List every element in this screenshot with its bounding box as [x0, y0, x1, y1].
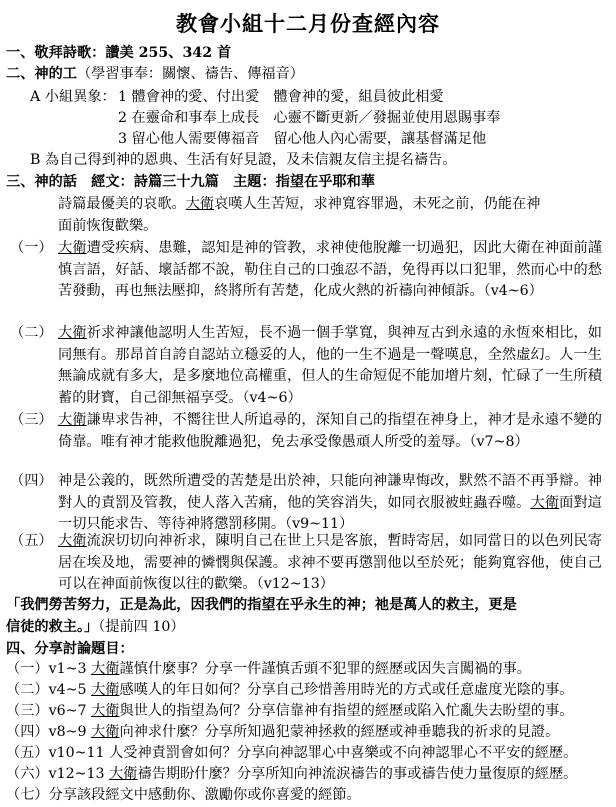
paragraph-text: 大衛祈求神讓他認明人生苦短，長不過一個手掌寬，與神亙古到永遠的永恆來相比，如同無有。那昂首自誇自認站立穩妥的人，他的一生不過是一聲嘆息，全然虛幻。人一生無論成就有多大，是多麼地位高權重，但人的生命短促不能加增片刻，忙碌了一生所積蓄的財寶，自己卻無福享受。（v4~6）: [58, 325, 602, 406]
commentary-paragraph: [10, 531, 602, 596]
commentary-paragraph: [10, 471, 602, 536]
discussion-item: （一）v1~3 大衛謹慎什麼事？分享一件謹慎舌頭不犯罪的經歷或因失言闖禍的事。: [6, 661, 531, 677]
hymn-numbers: 讚美 255、342 首: [105, 45, 232, 61]
section-gods-work: [6, 65, 304, 83]
vision-item: 2 在靈命和事奉上成長 心靈不斷更新／發掘並使用恩賜事奉: [118, 110, 501, 126]
discussion-item: （二）v4~5 大衛感嘆人的年日如何？分享自己珍惜善用時光的方式或任意虛度光陰的事。: [6, 682, 574, 698]
vision-label: A 小組異象：: [30, 89, 116, 105]
section-label: 敬拜詩歌：: [34, 45, 106, 61]
discussion-item: （六）v12~13 大衛禱告期盼什麼？分享所知向神流淚禱告的事或禱告使力量復原的經歷。: [6, 766, 578, 782]
section-gods-word: 三、神的話 經文：詩篇三十九篇 主題：指望在乎耶和華: [6, 174, 375, 190]
document-title: 教會小組十二月份查經內容: [176, 11, 440, 36]
discussion-item: （四）v8~9 大衛向神求什麼？分享所知過犯蒙神拯救的經歷或神垂聽我的祈求的見證。: [6, 724, 560, 740]
paragraph-text: 大衛流淚切切向神祈求，陳明自己在世上只是客旅，暫時寄居，如同當日的以色列民寄居在埃及地，需要神的憐憫與保護。求神不要再懲罰他以至於死；能夠寬容他，使自己可以在神面前恢復以往的歡樂。（v12~13）: [58, 533, 602, 592]
discussion-item: （七）分享該段經文中感動你、激勵你或你喜愛的經節。: [6, 787, 361, 803]
underlined-name: 大衛: [58, 325, 87, 341]
paragraph-text: 大衛遭受疾病、患難，認知是神的管教，求神使他脫離一切過犯，因此大衛在神面前謹慎言語，好話、壞話都不說，勒住自己的口強忍不語，免得再以口犯罪，然而心中的愁苦發動，再也無法壓抑，終將所有苦楚，化成火熱的祈禱向神傾訴。（v4~6）: [58, 240, 602, 299]
underlined-name: 大衛: [185, 196, 215, 212]
paragraph-number: （三）: [10, 412, 53, 428]
underlined-name: 大衛: [58, 412, 87, 428]
intro-line: 詩篇最優美的哀歌。大衛哀嘆人生苦短，求神寬容罪過，未死之前，仍能在神: [58, 196, 541, 212]
commentary-paragraph: [10, 323, 602, 409]
vision-item: 3 留心他人需要傳福音 留心他人內心需要，讓基督滿足他: [118, 131, 487, 147]
underlined-name: 大衛: [530, 494, 560, 511]
section-number: 一、: [6, 45, 35, 61]
underlined-name: 大衛: [58, 240, 87, 256]
paragraph-text: 神是公義的，既然所遭受的苦楚是出於神，只能向神謙卑悔改，默然不語不再爭辯。神對人的責罰及管教，使人落入苦痛，他的笑容消失，如同衣服被蛀蟲吞噬。大衛面對這一切只能求告、等待神將懲罰移開。（v9~11）: [58, 473, 602, 532]
underlined-name: 大衛: [58, 533, 87, 549]
vision-item: 1 體會神的愛、付出愛 體會神的愛，組員彼此相愛: [118, 89, 444, 105]
paragraph-number: （四）: [10, 473, 53, 489]
quote-line: 信徒的救主。」: [6, 618, 99, 635]
discussion-item: （五）v10~11 人受神責罰會如何？分享向神認罪心中喜樂或不向神認罪心不平安的經歷。: [6, 745, 578, 761]
discussion-item: （三）v6~7 大衛與世人的指望為何？分享信靠神有指望的經歷或陷入忙亂失去盼望的事。: [6, 703, 574, 719]
paragraph-text: 大衛謙卑求告神，不嚮往世人所追尋的，深知自己的指望在神身上，神才是永遠不變的倚靠。唯有神才能救他脫離過犯，免去承受像愚頑人所受的羞辱。（v7~8）: [58, 412, 602, 450]
quote-reference: （提前四 10）: [98, 618, 185, 635]
paragraph-number: （二）: [10, 325, 53, 341]
paragraph-number: （一）: [10, 240, 53, 256]
section-discussion: 四、分享討論題目：: [6, 641, 134, 657]
section-subtitle: （學習事奉：關懷、禱告、傳福音）: [76, 66, 304, 82]
section-label: 神的工: [34, 66, 77, 82]
intro-line: 面前恢復歡樂。: [58, 218, 158, 234]
commentary-paragraph: [10, 238, 602, 303]
paragraph-number: （五）: [10, 533, 53, 549]
prayer-item-b: B 為自己得到神的恩典、生活有好見證，及未信親友信主提名禱告。: [30, 152, 457, 168]
scripture-quote: [6, 595, 606, 638]
quote-line: 「我們勞苦努力，正是為此，因我們的指望在乎永生的神；祂是萬人的救主，更是: [6, 597, 517, 613]
commentary-paragraph: [10, 410, 602, 453]
section-worship: [6, 44, 231, 62]
section-number: 二、: [6, 66, 35, 82]
